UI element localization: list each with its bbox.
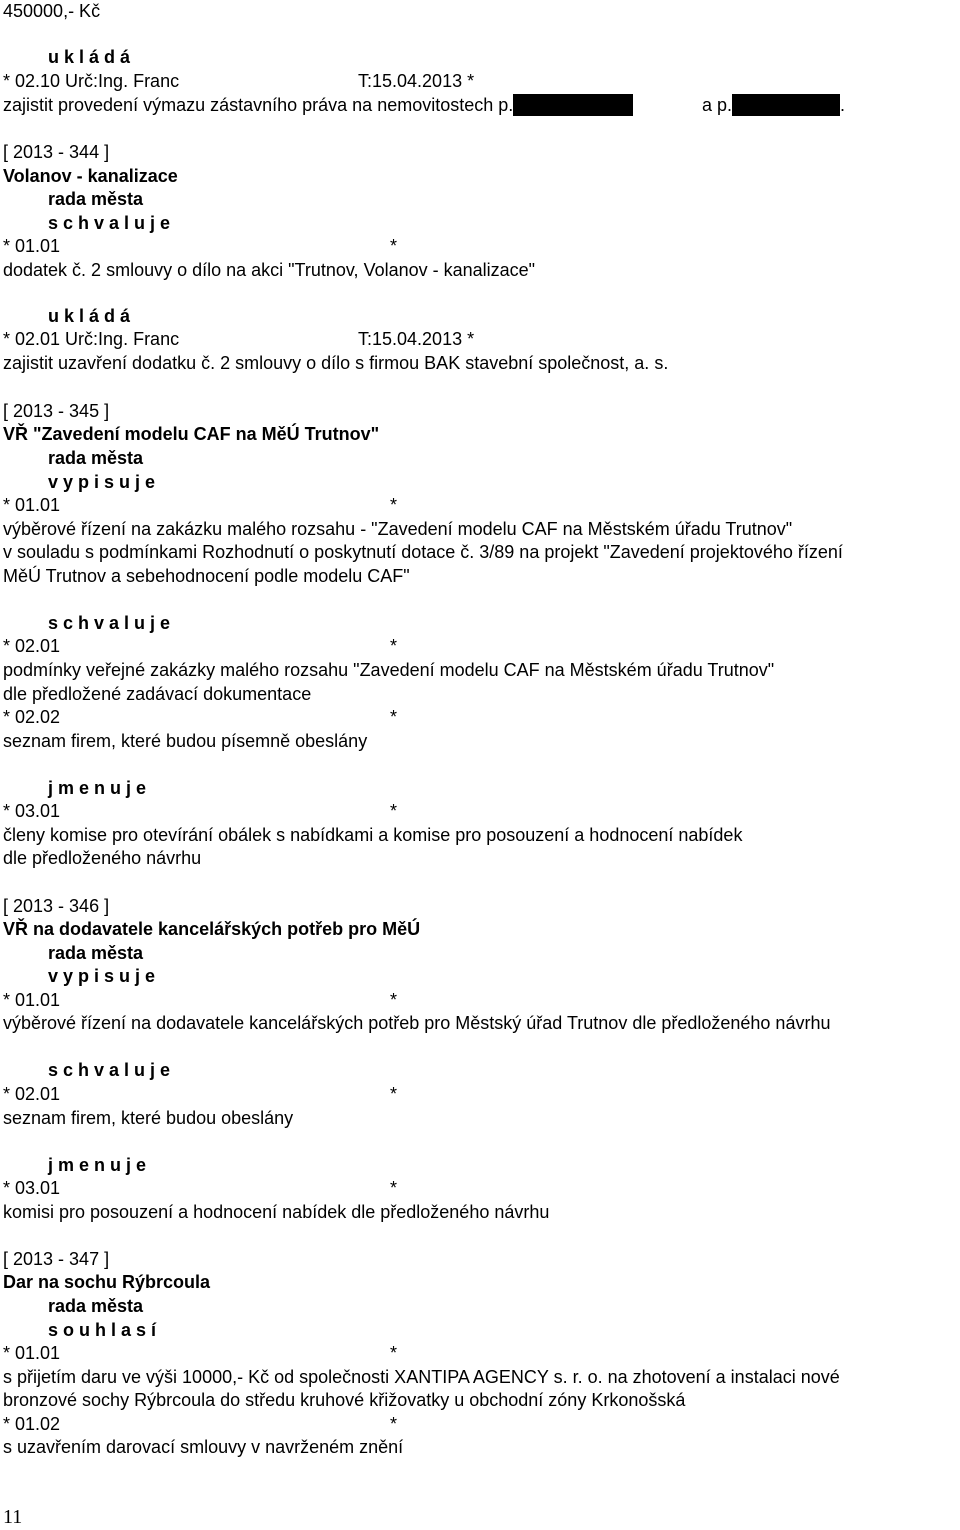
item-star: *	[390, 990, 398, 1010]
item-text: bronzové sochy Rýbrcoula do středu kruhové křižovatky u obchodní zóny Krkonošská	[3, 1390, 686, 1410]
council-label: rada města	[48, 448, 144, 468]
resolution-verb: u k l á d á	[48, 47, 131, 67]
amount-line: 450000,- Kč	[3, 1, 101, 21]
item-number: * 01.01	[3, 495, 61, 515]
item-text-continued: a p. .	[702, 95, 846, 115]
item-text: MěÚ Trutnov a sebehodnocení podle modelu CAF"	[3, 566, 410, 586]
resolution-id: [ 2013 - 345 ]	[3, 401, 110, 421]
item-text: s přijetím daru ve výši 10000,- Kč od společnosti XANTIPA AGENCY s. r. o. na zhotovení a instalaci nové	[3, 1367, 840, 1387]
item-star: *	[390, 1414, 398, 1434]
resolution-verb: s c h v a l u j e	[48, 213, 171, 233]
resolution-id: [ 2013 - 347 ]	[3, 1249, 110, 1269]
redaction-block	[513, 94, 633, 116]
item-number: * 02.01	[3, 636, 61, 656]
resolution-title: VŘ "Zavedení modelu CAF na MěÚ Trutnov"	[3, 424, 380, 444]
item-text: v souladu s podmínkami Rozhodnutí o poskytnutí dotace č. 3/89 na projekt "Zavedení projektového řízení	[3, 542, 843, 562]
page-number: 11	[3, 1506, 23, 1528]
resolution-verb: s c h v a l u j e	[48, 613, 171, 633]
item-star: *	[390, 1084, 398, 1104]
item-text: výběrové řízení na dodavatele kancelářských potřeb pro Městský úřad Trutnov dle předloženého návrhu	[3, 1013, 831, 1033]
resolution-verb: j m e n u j e	[48, 778, 147, 798]
item-number: * 02.10 Urč:Ing. Franc	[3, 71, 180, 91]
item-text: dodatek č. 2 smlouvy o dílo na akci "Trutnov, Volanov - kanalizace"	[3, 260, 536, 280]
item-text: členy komise pro otevírání obálek s nabídkami a komise pro posouzení a hodnocení nabídek	[3, 825, 743, 845]
item-text: dle předložené zadávací dokumentace	[3, 684, 312, 704]
item-text: výběrové řízení na zakázku malého rozsahu - "Zavedení modelu CAF na Městském úřadu Trutnov"	[3, 519, 793, 539]
item-number: * 01.01	[3, 1343, 61, 1363]
item-star: *	[390, 1178, 398, 1198]
resolution-verb: v y p i s u j e	[48, 472, 156, 492]
item-text: seznam firem, které budou písemně obeslány	[3, 731, 368, 751]
resolution-verb: s c h v a l u j e	[48, 1060, 171, 1080]
item-star: *	[390, 236, 398, 256]
council-label: rada města	[48, 189, 144, 209]
item-text: komisi pro posouzení a hodnocení nabídek dle předloženého návrhu	[3, 1202, 550, 1222]
item-number: * 02.01 Urč:Ing. Franc	[3, 329, 180, 349]
item-number: * 02.02	[3, 707, 61, 727]
item-text: zajistit provedení výmazu zástavního práva na nemovitostech p.	[3, 94, 633, 116]
council-label: rada města	[48, 1296, 144, 1316]
item-star: *	[390, 636, 398, 656]
item-star: *	[390, 1343, 398, 1363]
resolution-title: Volanov - kanalizace	[3, 166, 178, 186]
item-number: * 01.01	[3, 236, 61, 256]
item-star: *	[390, 495, 398, 515]
resolution-title: Dar na sochu Rýbrcoula	[3, 1272, 211, 1292]
item-star: *	[390, 707, 398, 727]
resolution-id: [ 2013 - 346 ]	[3, 896, 110, 916]
item-deadline: T:15.04.2013 *	[358, 329, 475, 349]
redaction-block	[732, 94, 840, 116]
item-text: s uzavřením darovací smlouvy v navrženém znění	[3, 1437, 404, 1457]
item-number: * 03.01	[3, 801, 61, 821]
item-number: * 01.01	[3, 990, 61, 1010]
item-text: podmínky veřejné zakázky malého rozsahu "Zavedení modelu CAF na Městském úřadu Trutnov"	[3, 660, 775, 680]
item-text: zajistit uzavření dodatku č. 2 smlouvy o dílo s firmou BAK stavební společnost, a. s.	[3, 353, 669, 373]
resolution-verb: s o u h l a s í	[48, 1320, 157, 1340]
item-number: * 03.01	[3, 1178, 61, 1198]
resolution-id: [ 2013 - 344 ]	[3, 142, 110, 162]
item-text: dle předloženého návrhu	[3, 848, 202, 868]
council-label: rada města	[48, 943, 144, 963]
resolution-verb: v y p i s u j e	[48, 966, 156, 986]
item-text: seznam firem, které budou obeslány	[3, 1108, 294, 1128]
item-deadline: T:15.04.2013 *	[358, 71, 475, 91]
resolution-verb: j m e n u j e	[48, 1155, 147, 1175]
item-number: * 01.02	[3, 1414, 61, 1434]
resolution-verb: u k l á d á	[48, 306, 131, 326]
item-number: * 02.01	[3, 1084, 61, 1104]
item-star: *	[390, 801, 398, 821]
resolution-title: VŘ na dodavatele kancelářských potřeb pro MěÚ	[3, 919, 421, 939]
